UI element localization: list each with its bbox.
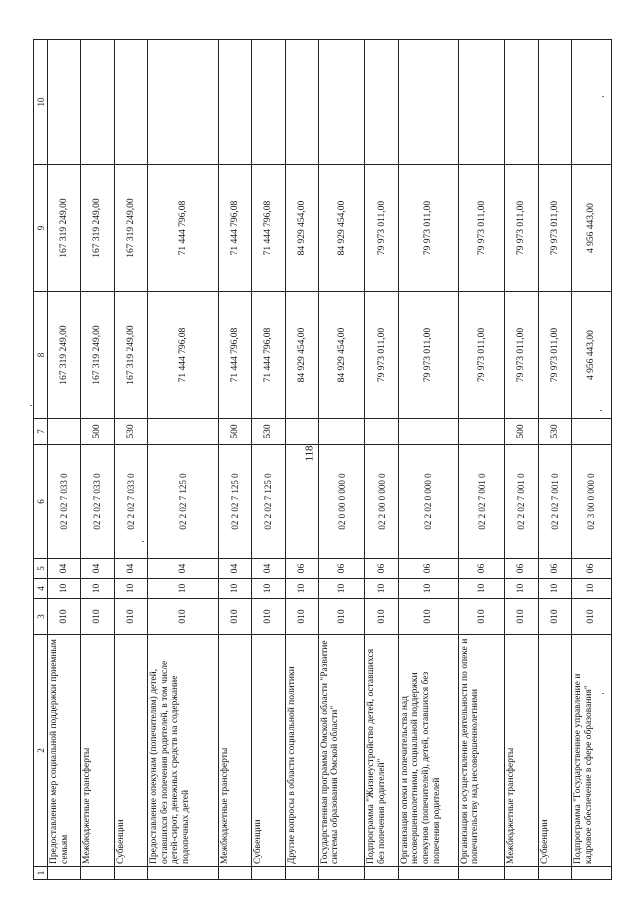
- expense-type-cell: [318, 419, 365, 445]
- admin-code-cell: 010: [365, 599, 398, 635]
- section-cell: 10: [81, 579, 114, 599]
- expense-type-cell: 530: [114, 419, 147, 445]
- expense-type-cell: 530: [538, 419, 571, 445]
- column-header: 9: [34, 165, 48, 292]
- admin-code-cell: 010: [571, 599, 611, 635]
- table-row: [398, 40, 458, 880]
- amount-cell: 79 973 011,00: [458, 292, 505, 419]
- amount-cell: 84 929 454,00: [318, 292, 365, 419]
- row-name-cell: Организация и осуществление деятельности по опеке и попечительству над несовершеннолетними: [458, 635, 505, 867]
- section-cell: 10: [458, 579, 505, 599]
- amount-cell: [538, 40, 571, 165]
- section-cell: 10: [571, 579, 611, 599]
- admin-code-cell: 010: [81, 599, 114, 635]
- amount-cell: 167 319 249,00: [114, 165, 147, 292]
- amount-cell: 79 973 011,00: [398, 165, 458, 292]
- admin-code-cell: 010: [398, 599, 458, 635]
- amount-cell: 167 319 249,00: [81, 292, 114, 419]
- amount-cell: [81, 40, 114, 165]
- amount-cell: [505, 40, 538, 165]
- section-cell: 10: [365, 579, 398, 599]
- row-index-cell: [318, 867, 365, 880]
- admin-code-cell: 010: [48, 599, 81, 635]
- column-header: 5: [34, 559, 48, 579]
- table-row: [458, 40, 505, 880]
- expense-type-cell: [365, 419, 398, 445]
- target-article-cell: [285, 445, 318, 559]
- section-cell: 10: [398, 579, 458, 599]
- section-cell: 10: [252, 579, 285, 599]
- expense-type-cell: 530: [252, 419, 285, 445]
- subsection-cell: 06: [365, 559, 398, 579]
- target-article-cell: 02 0 00 0 000 0: [318, 445, 365, 559]
- amount-cell: [218, 40, 251, 165]
- row-name-cell: Предоставление опекунам (попечителям) детей, оставшихся без попечения родителей, в том числе детей-сирот, денежных средств на содержание подопечных детей: [147, 635, 218, 867]
- column-header: 3: [34, 599, 48, 635]
- amount-cell: 84 929 454,00: [285, 292, 318, 419]
- admin-code-cell: 010: [218, 599, 251, 635]
- amount-cell: 4 956 443,00: [571, 292, 611, 419]
- expense-type-cell: [285, 419, 318, 445]
- column-header: 4: [34, 579, 48, 599]
- target-article-cell: 02 2 02 7 001 0: [538, 445, 571, 559]
- amount-cell: 71 444 796,08: [252, 165, 285, 292]
- amount-cell: 79 973 011,00: [538, 292, 571, 419]
- amount-cell: 71 444 796,08: [252, 292, 285, 419]
- column-header: 10: [34, 40, 48, 165]
- row-name-cell: Организация опеки и попечительства над несовершеннолетними, социальной поддержки опекунов (попечителей), детей, оставшихся без попечения родителей: [398, 635, 458, 867]
- page-number: 118: [303, 445, 316, 462]
- section-cell: 10: [114, 579, 147, 599]
- amount-cell: [365, 40, 398, 165]
- amount-cell: [114, 40, 147, 165]
- table-row: [285, 40, 318, 880]
- target-article-cell: 02 2 02 7 125 0: [252, 445, 285, 559]
- admin-code-cell: 010: [285, 599, 318, 635]
- column-header: 1: [34, 867, 48, 880]
- row-index-cell: [458, 867, 505, 880]
- admin-code-cell: 010: [318, 599, 365, 635]
- column-header: 6: [34, 445, 48, 559]
- column-header: 8: [34, 292, 48, 419]
- row-name-cell: Межбюджетные трансферты: [505, 635, 538, 867]
- amount-cell: 79 973 011,00: [458, 165, 505, 292]
- budget-table: [33, 39, 612, 880]
- row-index-cell: [538, 867, 571, 880]
- target-article-cell: 02 2 02 7 033 0: [81, 445, 114, 559]
- amount-cell: [285, 40, 318, 165]
- admin-code-cell: 010: [252, 599, 285, 635]
- amount-cell: 79 973 011,00: [398, 292, 458, 419]
- row-name-cell: Предоставление мер социальной поддержки приемным семьям: [48, 635, 81, 867]
- amount-cell: 79 973 011,00: [538, 165, 571, 292]
- amount-cell: [147, 40, 218, 165]
- expense-type-cell: 500: [505, 419, 538, 445]
- table-row: [218, 40, 251, 880]
- row-index-cell: [571, 867, 611, 880]
- section-cell: 10: [218, 579, 251, 599]
- amount-cell: 79 973 011,00: [505, 292, 538, 419]
- subsection-cell: 04: [114, 559, 147, 579]
- admin-code-cell: 010: [114, 599, 147, 635]
- amount-cell: 167 319 249,00: [81, 165, 114, 292]
- subsection-cell: 04: [252, 559, 285, 579]
- target-article-cell: 02 2 00 0 000 0: [365, 445, 398, 559]
- row-index-cell: [365, 867, 398, 880]
- row-index-cell: [252, 867, 285, 880]
- table-row: [505, 40, 538, 880]
- row-index-cell: [81, 867, 114, 880]
- section-cell: 10: [538, 579, 571, 599]
- amount-cell: 167 319 249,00: [48, 292, 81, 419]
- subsection-cell: 04: [218, 559, 251, 579]
- section-cell: 10: [318, 579, 365, 599]
- expense-type-cell: 500: [218, 419, 251, 445]
- subsection-cell: 06: [285, 559, 318, 579]
- amount-cell: [571, 40, 611, 165]
- amount-cell: [398, 40, 458, 165]
- column-number-row: [34, 40, 48, 880]
- expense-type-cell: [398, 419, 458, 445]
- subsection-cell: 06: [458, 559, 505, 579]
- amount-cell: 79 973 011,00: [365, 165, 398, 292]
- expense-type-cell: [147, 419, 218, 445]
- amount-cell: 167 319 249,00: [48, 165, 81, 292]
- table-row: [252, 40, 285, 880]
- subsection-cell: 06: [571, 559, 611, 579]
- amount-cell: 71 444 796,08: [147, 292, 218, 419]
- table-row: [365, 40, 398, 880]
- expense-type-cell: [458, 419, 505, 445]
- row-name-cell: Субвенции: [252, 635, 285, 867]
- amount-cell: 84 929 454,00: [318, 165, 365, 292]
- section-cell: 10: [48, 579, 81, 599]
- amount-cell: [252, 40, 285, 165]
- amount-cell: 79 973 011,00: [365, 292, 398, 419]
- target-article-cell: 02 2 02 7 033 0: [114, 445, 147, 559]
- amount-cell: 79 973 011,00: [505, 165, 538, 292]
- row-name-cell: Подпрограмма "Государственное управление и кадровое обеспечение в сфере образования": [571, 635, 611, 867]
- row-name-cell: Государственная программа Омской области "Развитие системы образования Омской области": [318, 635, 365, 867]
- expense-type-cell: [571, 419, 611, 445]
- admin-code-cell: 010: [147, 599, 218, 635]
- subsection-cell: 06: [318, 559, 365, 579]
- target-article-cell: 02 2 02 7 001 0: [505, 445, 538, 559]
- target-article-cell: 02 2 02 7 125 0: [218, 445, 251, 559]
- target-article-cell: 02 3 00 0 000 0: [571, 445, 611, 559]
- table-row: [81, 40, 114, 880]
- table-row: [538, 40, 571, 880]
- row-index-cell: [147, 867, 218, 880]
- row-name-cell: Подпрограмма "Жизнеустройство детей, оставшихся без попечения родителей": [365, 635, 398, 867]
- subsection-cell: 06: [398, 559, 458, 579]
- subsection-cell: 06: [505, 559, 538, 579]
- subsection-cell: 04: [147, 559, 218, 579]
- amount-cell: [318, 40, 365, 165]
- table-row: [571, 40, 611, 880]
- admin-code-cell: 010: [505, 599, 538, 635]
- amount-cell: 84 929 454,00: [285, 165, 318, 292]
- row-index-cell: [48, 867, 81, 880]
- admin-code-cell: 010: [458, 599, 505, 635]
- row-name-cell: Межбюджетные трансферты: [218, 635, 251, 867]
- amount-cell: 71 444 796,08: [218, 292, 251, 419]
- target-article-cell: 02 2 02 7 033 0: [48, 445, 81, 559]
- section-cell: 10: [285, 579, 318, 599]
- row-index-cell: [114, 867, 147, 880]
- table-row: [318, 40, 365, 880]
- table-row: [147, 40, 218, 880]
- row-name-cell: Субвенции: [538, 635, 571, 867]
- column-header: 2: [34, 635, 48, 867]
- expense-type-cell: 500: [81, 419, 114, 445]
- budget-table-sheet: [33, 40, 612, 880]
- table-row: [48, 40, 81, 880]
- row-name-cell: Другие вопросы в области социальной политики: [285, 635, 318, 867]
- row-index-cell: [398, 867, 458, 880]
- table-row: [114, 40, 147, 880]
- amount-cell: 71 444 796,08: [218, 165, 251, 292]
- subsection-cell: 04: [81, 559, 114, 579]
- amount-cell: 71 444 796,08: [147, 165, 218, 292]
- amount-cell: [48, 40, 81, 165]
- target-article-cell: 02 2 02 7 001 0: [458, 445, 505, 559]
- target-article-cell: 02 2 02 0 000 0: [398, 445, 458, 559]
- section-cell: 10: [505, 579, 538, 599]
- admin-code-cell: 010: [538, 599, 571, 635]
- row-index-cell: [285, 867, 318, 880]
- amount-cell: 4 956 443,00: [571, 165, 611, 292]
- subsection-cell: 04: [48, 559, 81, 579]
- amount-cell: 167 319 249,00: [114, 292, 147, 419]
- expense-type-cell: [48, 419, 81, 445]
- row-name-cell: Межбюджетные трансферты: [81, 635, 114, 867]
- row-index-cell: [505, 867, 538, 880]
- subsection-cell: 06: [538, 559, 571, 579]
- row-index-cell: [218, 867, 251, 880]
- amount-cell: [458, 40, 505, 165]
- row-name-cell: Субвенции: [114, 635, 147, 867]
- target-article-cell: 02 2 02 7 125 0: [147, 445, 218, 559]
- section-cell: 10: [147, 579, 218, 599]
- column-header: 7: [34, 419, 48, 445]
